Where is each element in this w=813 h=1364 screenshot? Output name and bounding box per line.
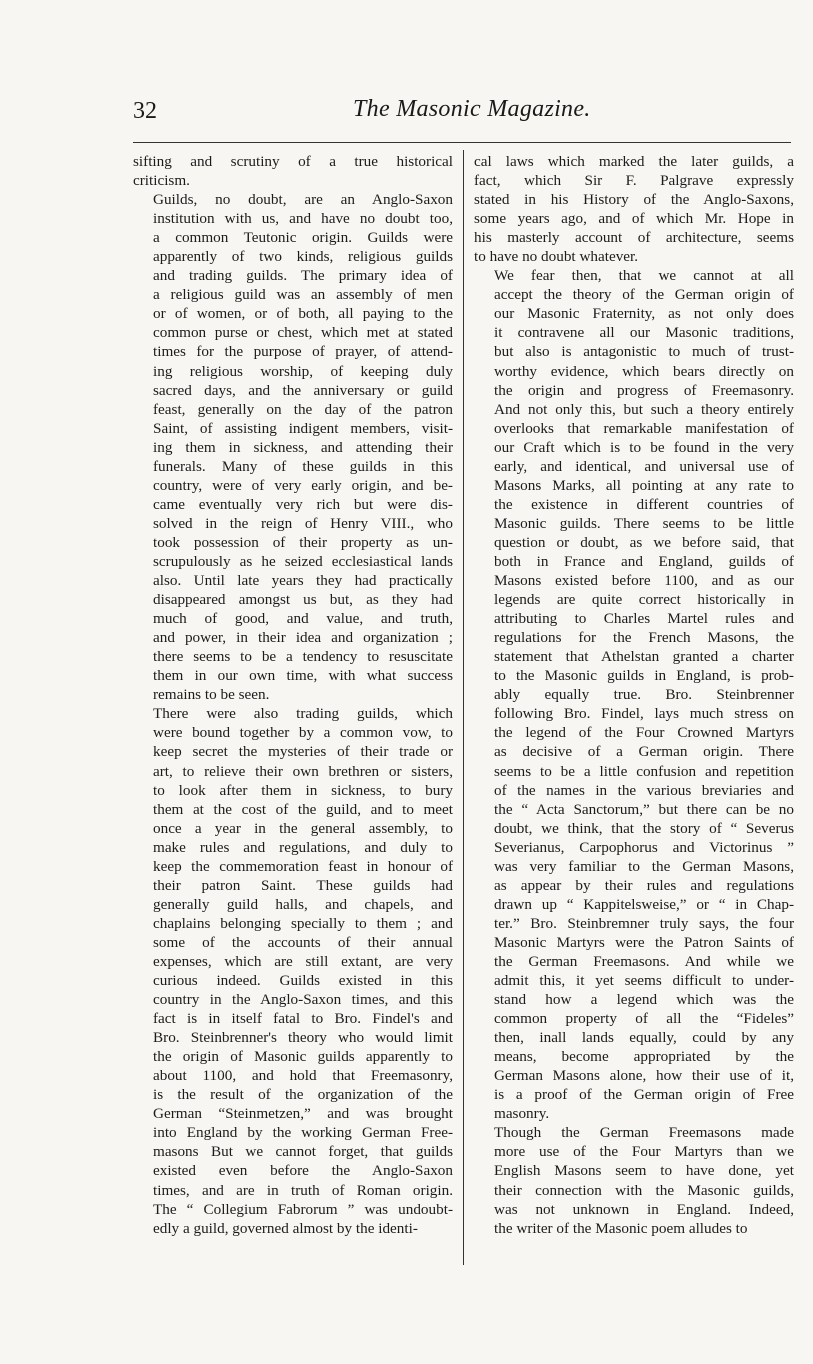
text-line: our Craft which is to be found in the very	[494, 438, 794, 456]
text-line: ter.” Bro. Steinbremner truly says, the four	[494, 914, 794, 932]
text-line: the legend of the Four Crowned Martyrs	[494, 724, 794, 742]
text-line: regulations for the French Masons, the	[494, 629, 794, 647]
text-line: Masonic Martyrs were the Patron Saints of	[494, 933, 794, 951]
paragraph	[474, 266, 794, 1123]
text-line: and trading guilds. The primary idea of	[153, 267, 453, 285]
text-line: much of good, and value, and truth,	[153, 610, 453, 628]
text-line: generally guild halls, and chapels, and	[153, 895, 453, 913]
text-line: The “ Collegium Fabrorum ” was undoubt-	[153, 1200, 453, 1218]
text-line: is a proof of the German origin of Free	[494, 1086, 794, 1104]
text-line: apparently of two kinds, religious guilds	[153, 248, 453, 266]
text-line: common property of all the “Fideles”	[494, 1010, 794, 1028]
text-line: his masterly account of architecture, seems	[474, 229, 794, 247]
paragraph	[474, 1123, 794, 1237]
text-line: the writer of the Masonic poem alludes to	[494, 1219, 748, 1237]
text-line: masons But we cannot forget, that guilds	[153, 1143, 453, 1161]
text-line: keep secret the mysteries of their trade or	[153, 743, 453, 761]
text-line: ably equally true. Bro. Steinbrenner	[494, 686, 794, 704]
text-line: stated in his History of the Anglo-Saxons,	[474, 191, 794, 209]
text-line: statement that Athelstan granted a charter	[494, 648, 794, 666]
text-line: and power, in their idea and organization ;	[153, 629, 453, 647]
paragraph	[133, 152, 453, 190]
text-line: the German Freemasons. And while we	[494, 952, 794, 970]
text-line: into England by the working German Free-	[153, 1124, 453, 1142]
text-line: stand how a legend which was the	[494, 991, 794, 1009]
text-line: following Bro. Findel, lays much stress on	[494, 705, 794, 723]
text-line: both in France and England, guilds of	[494, 552, 794, 570]
text-line: their connection with the Masonic guilds,	[494, 1181, 794, 1199]
text-line: Masons existed before 1100, and as our	[494, 572, 794, 590]
header-rule	[133, 142, 791, 143]
text-line: doubt, we think, that the story of “ Severus	[494, 819, 794, 837]
text-line: Bro. Steinbrenner's theory who would limit	[153, 1029, 453, 1047]
page-header	[133, 96, 791, 136]
text-line: admit this, it yet seems difficult to under-	[494, 972, 794, 990]
text-line: solved in the reign of Henry VIII., who	[153, 514, 453, 532]
text-line: legends are quite correct historically in	[494, 591, 794, 609]
text-line: Masonic guilds. There seems to be little	[494, 514, 794, 532]
text-line: Masons Marks, all pointing at any rate to	[494, 476, 794, 494]
text-line: chaplains belonging specially to them ; and	[153, 914, 453, 932]
text-line: a religious guild was an assembly of men	[153, 286, 453, 304]
text-line: was not unknown in England. Indeed,	[494, 1200, 794, 1218]
text-line: disappeared amongst us but, as they had	[153, 591, 453, 609]
text-line: accept the theory of the German origin of	[494, 286, 794, 304]
text-line: make rules and regulations, and duly to	[153, 838, 453, 856]
text-line: seems to be a little confusion and repetition	[494, 762, 794, 780]
text-line: times for the purpose of prayer, of attend-	[153, 343, 453, 361]
text-line: more use of the Four Martyrs than we	[494, 1143, 794, 1161]
text-line: the “ Acta Sanctorum,” but there can be no	[494, 800, 794, 818]
text-line: sifting and scrutiny of a true historical	[133, 153, 453, 170]
text-line: was very familiar to the German Masons,	[494, 857, 794, 875]
text-line: funerals. Many of these guilds in this	[153, 457, 453, 475]
left-column	[133, 152, 453, 1238]
paragraph	[474, 152, 794, 266]
text-line: to the Masonic guilds in England, is prob-	[494, 667, 794, 685]
text-line: but also is antagonistic to much of trust-	[494, 343, 794, 361]
text-line: the origin and progress of Freemasonry.	[494, 381, 794, 399]
text-line: remains to be seen.	[153, 686, 270, 704]
text-line: sacred days, and the anniversary or guild	[153, 381, 453, 399]
text-line: institution with us, and have no doubt too,	[153, 210, 453, 228]
text-line: We fear then, that we cannot at all	[494, 267, 794, 285]
text-line: country in the Anglo-Saxon times, and this	[153, 991, 453, 1009]
text-line: cal laws which marked the later guilds, a	[474, 153, 794, 170]
column-divider	[463, 150, 464, 1265]
text-line: fact is in itself fatal to Bro. Findel's and	[153, 1010, 453, 1028]
text-line: our Masonic Fraternity, as not only does	[494, 305, 794, 323]
page-number: 32	[133, 98, 157, 124]
text-line: There were also trading guilds, which	[153, 705, 453, 723]
text-line: early, and identical, and universal use of	[494, 457, 794, 475]
page-title: The Masonic Magazine.	[353, 96, 591, 122]
text-line: also. Until late years they had practically	[153, 572, 453, 590]
text-line: the existence in different countries of	[494, 495, 794, 513]
text-line: common purse or chest, which met at stated	[153, 324, 453, 342]
text-line: worthy evidence, which bears directly on	[494, 362, 794, 380]
text-line: keep the commemoration feast in honour of	[153, 857, 453, 875]
text-line: took possession of their property as un-	[153, 533, 453, 551]
text-line: ing them in sickness, and attending their	[153, 438, 453, 456]
text-line: And not only this, but such a theory entirely	[494, 400, 794, 418]
text-line: question or doubt, as we before said, that	[494, 533, 794, 551]
text-line: them in our own time, with what success	[153, 667, 453, 685]
text-line: or of women, or of both, all paying to the	[153, 305, 453, 323]
text-line: once a year in the general assembly, to	[153, 819, 453, 837]
text-line: attributing to Charles Martel rules and	[494, 610, 794, 628]
text-line: means, become appropriated by the	[494, 1048, 794, 1066]
text-line: a common Teutonic origin. Guilds were	[153, 229, 453, 247]
text-line: masonry.	[494, 1105, 550, 1123]
text-line: country, were of very early origin, and be-	[153, 476, 453, 494]
text-line: came eventually very rich but were dis-	[153, 495, 453, 513]
text-line: scrupulously as he seized ecclesiastical lands	[153, 552, 453, 570]
text-line: times, and are in truth of Roman origin.	[153, 1181, 453, 1199]
text-line: drawn up “ Kappitelsweise,” or “ in Chap-	[494, 895, 794, 913]
text-line: fact, which Sir F. Palgrave expressly	[474, 172, 794, 190]
text-line: about 1100, and hold that Freemasonry,	[153, 1067, 453, 1085]
text-line: art, to relieve their own brethren or sisters,	[153, 762, 453, 780]
text-line: some of the accounts of their annual	[153, 933, 453, 951]
paragraph	[133, 190, 453, 704]
text-line: as decisive of a German origin. There	[494, 743, 794, 761]
text-line: edly a guild, governed almost by the identi-	[153, 1219, 418, 1237]
text-line: some years ago, and of which Mr. Hope in	[474, 210, 794, 228]
right-column	[474, 152, 794, 1238]
text-line: curious indeed. Guilds existed in this	[153, 972, 453, 990]
text-line: overlooks that remarkable manifestation of	[494, 419, 794, 437]
text-line: then, inall lands equally, could by any	[494, 1029, 794, 1047]
text-line: expenses, which are still extant, are very	[153, 952, 453, 970]
text-line: the origin of Masonic guilds apparently to	[153, 1048, 453, 1066]
text-line: were bound together by a common vow, to	[153, 724, 453, 742]
text-line: of the names in the various breviaries and	[494, 781, 794, 799]
text-line: their patron Saint. These guilds had	[153, 876, 453, 894]
text-line: Severianus, Carpophorus and Victorinus ”	[494, 838, 794, 856]
text-line: criticism.	[133, 172, 190, 190]
paragraph	[133, 704, 453, 1237]
text-line: German Masons alone, how their use of it,	[494, 1067, 794, 1085]
text-line: feast, generally on the day of the patron	[153, 400, 453, 418]
text-line: existed even before the Anglo-Saxon	[153, 1162, 453, 1180]
text-line: them at the cost of the guild, and to meet	[153, 800, 453, 818]
text-line: Saint, of assisting indigent members, visit-	[153, 419, 453, 437]
text-line: it contravene all our Masonic traditions,	[494, 324, 794, 342]
text-line: Though the German Freemasons made	[494, 1124, 794, 1142]
text-line: German “Steinmetzen,” and was brought	[153, 1105, 453, 1123]
text-line: there seems to be a tendency to resuscitate	[153, 648, 453, 666]
text-line: is the result of the organization of the	[153, 1086, 453, 1104]
text-line: to look after them in sickness, to bury	[153, 781, 453, 799]
text-line: to have no doubt whatever.	[474, 248, 639, 266]
text-line: English Masons seem to have done, yet	[494, 1162, 794, 1180]
text-line: ing religious worship, of keeping duly	[153, 362, 453, 380]
text-line: as appear by their rules and regulations	[494, 876, 794, 894]
text-line: Guilds, no doubt, are an Anglo-Saxon	[153, 191, 453, 209]
